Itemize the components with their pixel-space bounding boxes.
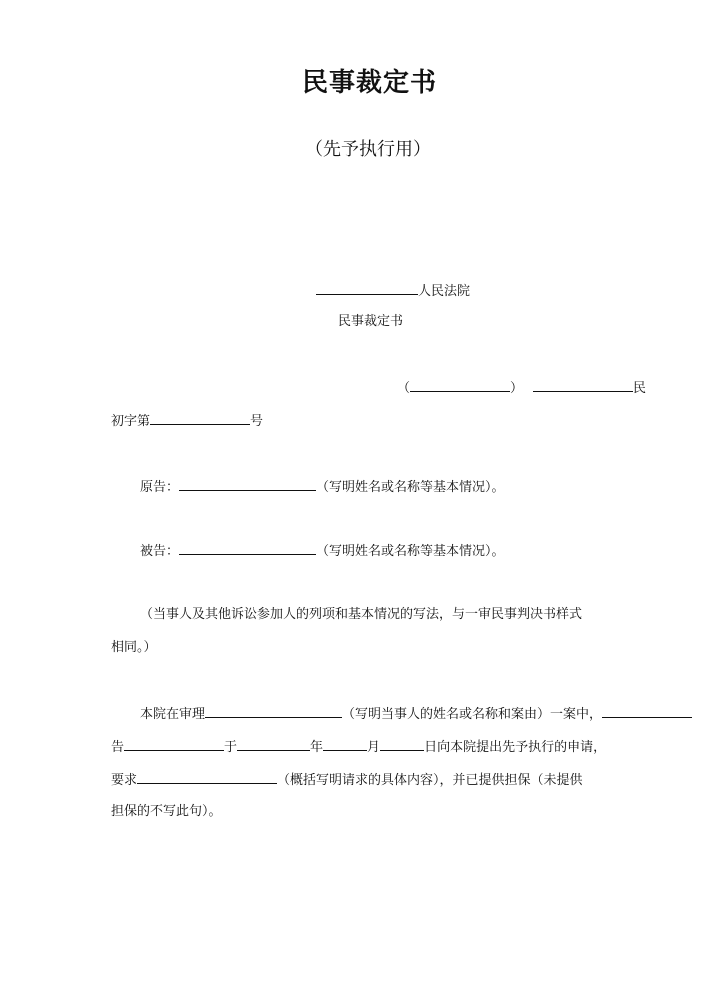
case-number-line-2	[111, 410, 263, 432]
body-line1	[140, 703, 692, 725]
court-name-line	[316, 280, 470, 302]
defendant-blank[interactable]	[179, 540, 316, 555]
plaintiff-label: 原告：	[140, 480, 180, 495]
body-line3	[111, 769, 583, 791]
applicant-name-blank[interactable]	[124, 736, 224, 751]
body-p2-nian: 年	[310, 740, 324, 755]
case-prefix: 初字第	[111, 414, 151, 429]
case-hao: 号	[250, 414, 264, 429]
case-code-blank[interactable]	[533, 377, 633, 392]
body-p2-rest: 日向本院提出先予执行的申请，	[424, 740, 607, 755]
plaintiff-line	[140, 476, 505, 498]
day-blank[interactable]	[380, 736, 424, 751]
defendant-label: 被告：	[140, 544, 180, 559]
case-year-blank[interactable]	[410, 377, 510, 392]
body-line4: 担保的不写此句）。	[111, 804, 222, 819]
plaintiff-note: （写明姓名或名称等基本情况）。	[316, 480, 505, 495]
body-p2-yu: 于	[224, 740, 238, 755]
body-p2-gao: 告	[111, 740, 125, 755]
case-seq-blank[interactable]	[150, 410, 250, 425]
case-close-paren: ）	[510, 381, 524, 396]
body-p3-rest: （概括写明请求的具体内容），并已提供担保（未提供	[277, 773, 583, 788]
year-blank[interactable]	[237, 736, 310, 751]
body-p1-mid: （写明当事人的姓名或名称和案由）一案中，	[342, 707, 603, 722]
plaintiff-blank[interactable]	[179, 476, 316, 491]
body-p3-start: 要求	[111, 773, 138, 788]
month-blank[interactable]	[323, 736, 367, 751]
court-suffix: 人民法院	[418, 284, 471, 299]
document-title: 民事裁定书	[302, 68, 438, 98]
defendant-line	[140, 540, 505, 562]
body-p2-yue: 月	[367, 740, 381, 755]
defendant-note: （写明姓名或名称等基本情况）。	[316, 544, 505, 559]
doc-label: 民事裁定书	[338, 314, 404, 329]
parties-note-line1: （当事人及其他诉讼参加人的列项和基本情况的写法，与一审民事判决书样式	[140, 607, 583, 622]
parties-note-line2: 相同。）	[111, 640, 157, 655]
court-name-blank[interactable]	[316, 280, 418, 295]
request-blank[interactable]	[137, 769, 277, 784]
case-open-paren: （	[397, 381, 411, 396]
body-line2	[111, 736, 606, 758]
case-number-line	[397, 377, 646, 399]
body-p1-start: 本院在审理	[140, 707, 206, 722]
document-subtitle: （先予执行用）	[305, 139, 431, 160]
case-min: 民	[633, 381, 647, 396]
applicant-blank[interactable]	[602, 703, 692, 718]
case-detail-blank[interactable]	[205, 703, 342, 718]
